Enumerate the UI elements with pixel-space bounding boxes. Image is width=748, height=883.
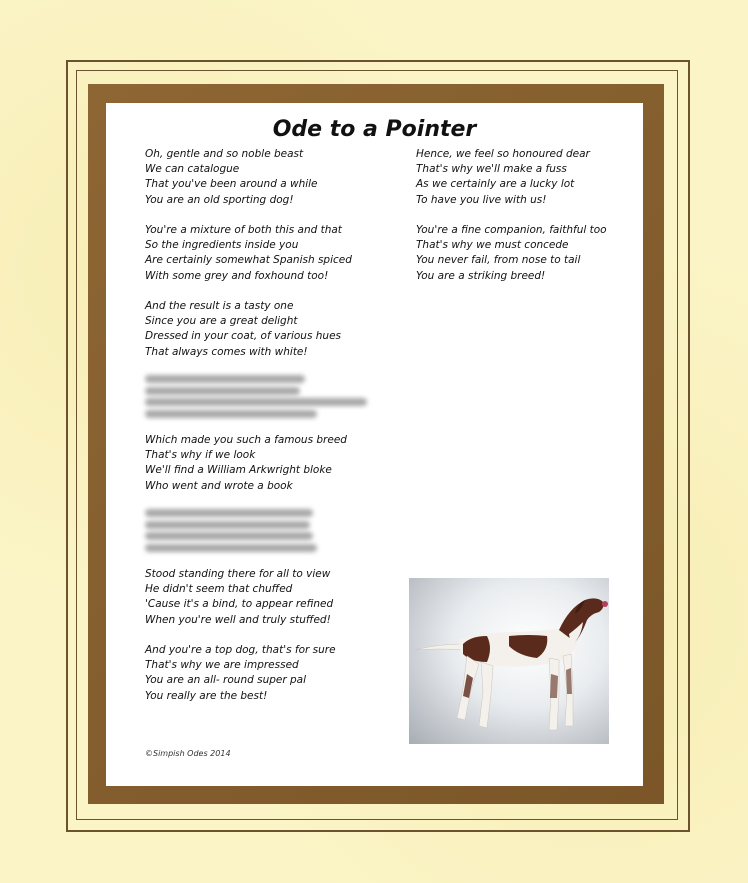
blurred-line <box>145 387 300 395</box>
stanza <box>416 147 636 208</box>
poem-line: Dressed in your coat, of various hues <box>145 330 342 343</box>
poem-line: You are an all- round super pal <box>145 674 307 687</box>
pointer-dog-photo <box>409 578 609 744</box>
poem-line: To have you live with us! <box>416 193 547 206</box>
blurred-line <box>145 532 313 540</box>
poem-line: Hence, we feel so honoured dear <box>416 148 590 160</box>
poem-line: We can catalogue <box>145 163 240 176</box>
stanza <box>145 223 385 284</box>
poem-line: You're a fine companion, faithful too <box>416 224 607 236</box>
poem-line: So the ingredients inside you <box>145 239 299 252</box>
blurred-stanza <box>145 509 385 552</box>
stanza <box>145 567 385 628</box>
poem-line: That you've been around a while <box>145 178 318 191</box>
stanza <box>145 147 385 208</box>
blurred-line <box>145 398 367 406</box>
poem-line: As we certainly are a lucky lot <box>416 178 575 191</box>
blurred-line <box>145 521 310 529</box>
stanza <box>145 299 385 360</box>
poem-line: That's why we must concede <box>416 239 569 252</box>
poem-line: 'Cause it's a bind, to appear refined <box>145 598 334 611</box>
poem-line: That's why we are impressed <box>145 659 299 672</box>
poem-line: He didn't seem that chuffed <box>145 583 293 596</box>
stanza <box>416 223 636 284</box>
poem-line: You are a striking breed! <box>416 269 546 282</box>
poem-right-column <box>416 147 636 299</box>
poem-line: We'll find a William Arkwright bloke <box>145 464 332 477</box>
poem-line: Since you are a great delight <box>145 315 298 328</box>
blurred-line <box>145 410 317 418</box>
poem-page <box>106 103 643 786</box>
poem-line: You never fail, from nose to tail <box>416 254 581 267</box>
copyright-notice: ©Simpish Odes 2014 <box>145 749 231 758</box>
poem-line: That's why we'll make a fuss <box>416 163 567 176</box>
poem-line: When you're well and truly stuffed! <box>145 613 331 626</box>
poem-line: You are an old sporting dog! <box>145 193 294 206</box>
stanza <box>145 643 385 704</box>
poem-line: Stood standing there for all to view <box>145 567 331 580</box>
blurred-line <box>145 509 313 517</box>
stanza <box>145 433 385 494</box>
poem-line: Which made you such a famous breed <box>145 433 347 446</box>
poem-line: Who went and wrote a book <box>145 479 293 492</box>
pointer-dog-icon <box>409 578 609 744</box>
poem-line: Are certainly somewhat Spanish spiced <box>145 254 352 267</box>
blurred-line <box>145 375 305 383</box>
poem-title: Ode to a Pointer <box>272 117 477 142</box>
poem-left-column <box>145 147 385 719</box>
poem-line: That's why if we look <box>145 449 256 462</box>
poem-line: And you're a top dog, that's for sure <box>145 643 336 656</box>
poem-line: You really are the best! <box>145 689 268 702</box>
poem-line: You're a mixture of both this and that <box>145 224 342 236</box>
poem-line: That always comes with white! <box>145 345 308 358</box>
blurred-line <box>145 544 317 552</box>
poem-line: With some grey and foxhound too! <box>145 269 329 282</box>
poem-line: Oh, gentle and so noble beast <box>145 148 304 160</box>
poem-line: And the result is a tasty one <box>145 300 294 312</box>
blurred-stanza <box>145 375 385 418</box>
